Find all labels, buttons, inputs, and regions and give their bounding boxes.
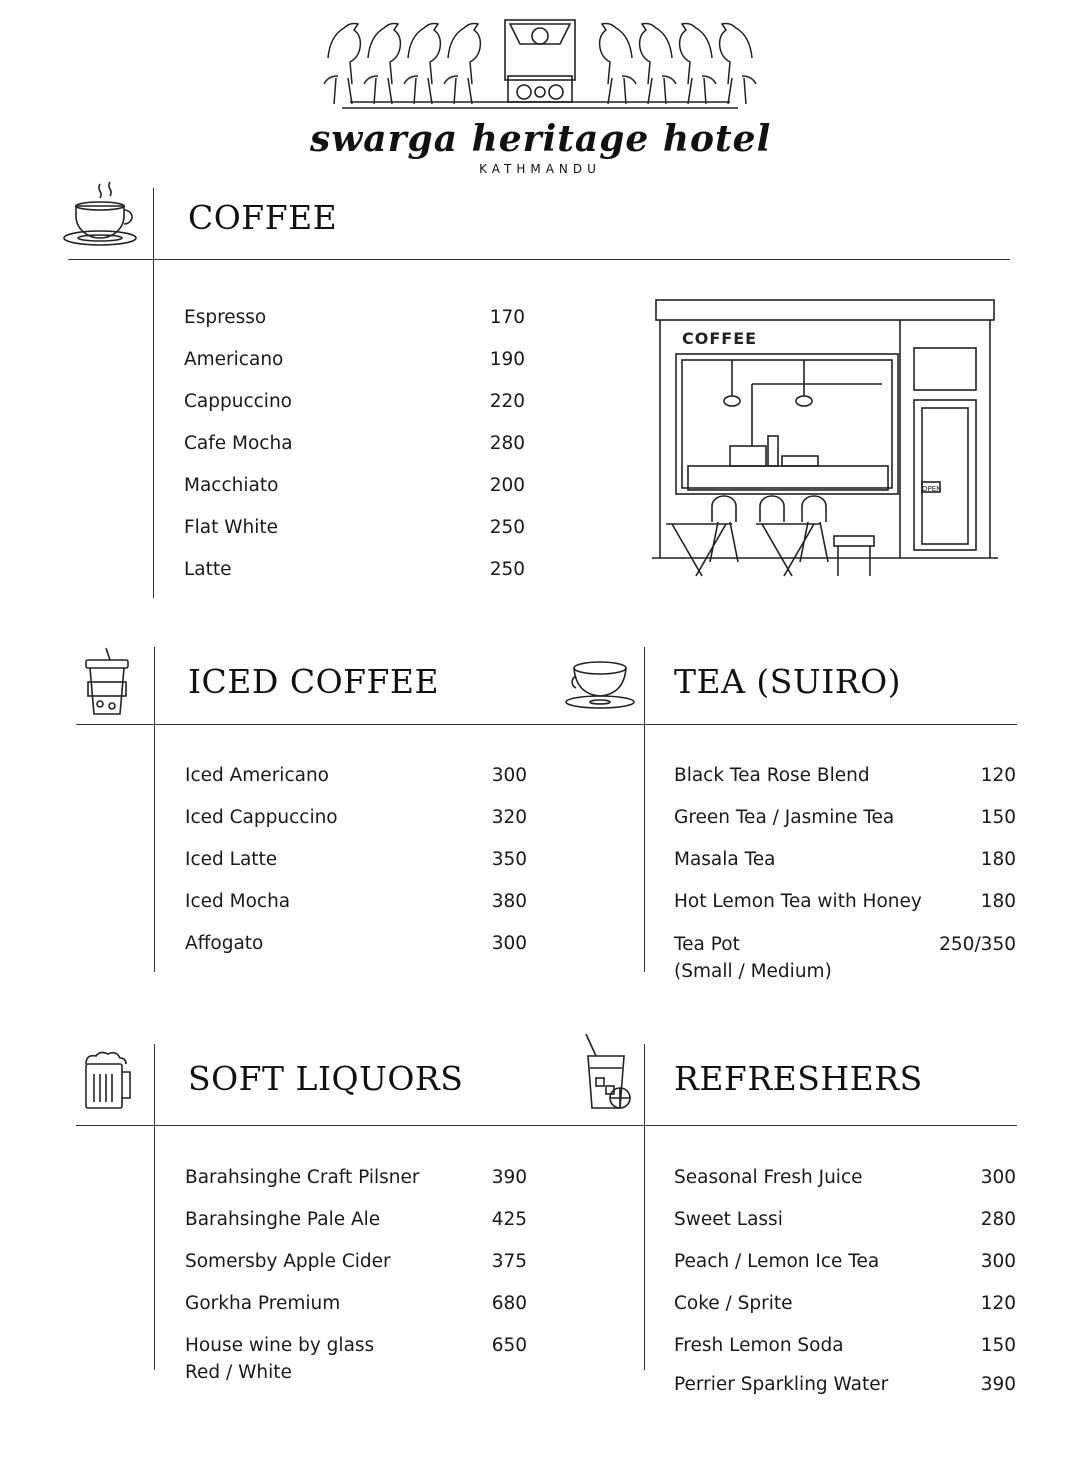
menu-item-name: Somersby Apple Cider	[185, 1251, 391, 1272]
menu-item-name: Green Tea / Jasmine Tea	[674, 807, 895, 828]
menu-item-name: Sweet Lassi	[674, 1209, 783, 1230]
menu-item-name: House wine by glass	[185, 1335, 375, 1356]
menu-item-name: Iced Americano	[185, 765, 329, 786]
menu-item-price: 380	[491, 891, 527, 912]
menu-item-name: Perrier Sparkling Water	[674, 1374, 889, 1395]
menu-item-name: Masala Tea	[674, 849, 776, 870]
menu-item-price: 220	[489, 391, 525, 412]
menu-item-price: 390	[980, 1374, 1016, 1395]
menu-item-name: Iced Mocha	[185, 891, 291, 912]
menu-item-subtitle: Red / White	[185, 1362, 292, 1383]
menu-item-name: Hot Lemon Tea with Honey	[674, 891, 922, 912]
iced-coffee-cup-icon	[82, 648, 132, 718]
coffee-shop-illustration	[652, 296, 998, 596]
menu-item-price: 120	[980, 1293, 1016, 1314]
shop-sign-text: COFFEE	[682, 329, 758, 348]
menu-item-price: 250	[489, 559, 525, 580]
menu-item-name: Fresh Lemon Soda	[674, 1335, 844, 1356]
menu-item-name: Macchiato	[184, 475, 279, 496]
menu-item-price: 680	[491, 1293, 527, 1314]
menu-item-name: Cafe Mocha	[184, 433, 293, 454]
menu-item-price: 200	[489, 475, 525, 496]
menu-item-price: 280	[980, 1209, 1016, 1230]
menu-item-price: 150	[980, 1335, 1016, 1356]
menu-item-price: 180	[980, 849, 1016, 870]
menu-item-name: Affogato	[185, 933, 264, 954]
menu-item-price: 350	[491, 849, 527, 870]
menu-item-price: 250/350	[939, 934, 1016, 955]
menu-item-price: 390	[491, 1167, 527, 1188]
menu-item-price: 250	[489, 517, 525, 538]
tea-cup-icon	[562, 654, 638, 714]
menu-item-name: Latte	[184, 559, 232, 580]
menu-item-price: 170	[489, 307, 525, 328]
door-sign-text: OPEN	[922, 485, 942, 493]
menu-item-price: 150	[980, 807, 1016, 828]
menu-item-price: 300	[491, 933, 527, 954]
menu-item-name: Iced Latte	[185, 849, 278, 870]
menu-item-price: 180	[980, 891, 1016, 912]
hotel-logo-horses-chariot	[320, 14, 760, 114]
menu-item-price: 375	[491, 1251, 527, 1272]
menu-item-name: Tea Pot	[674, 934, 740, 955]
menu-item-name: Coke / Sprite	[674, 1293, 793, 1314]
menu-item-name: Espresso	[184, 307, 267, 328]
section-title-coffee: COFFEE	[188, 198, 338, 237]
hotel-city: KATHMANDU	[479, 162, 601, 176]
menu-item-price: 425	[491, 1209, 527, 1230]
menu-item-name: Flat White	[184, 517, 279, 538]
section-title-refreshers: REFRESHERS	[674, 1059, 923, 1098]
menu-item-price: 300	[491, 765, 527, 786]
section-title-iced-coffee: ICED COFFEE	[188, 662, 440, 701]
menu-item-price: 300	[980, 1251, 1016, 1272]
section-title-soft-liquors: SOFT LIQUORS	[188, 1059, 464, 1098]
juice-glass-icon	[580, 1032, 636, 1114]
menu-item-name: Iced Cappuccino	[185, 807, 338, 828]
menu-item-name: Cappuccino	[184, 391, 292, 412]
menu-item-price: 120	[980, 765, 1016, 786]
hotel-name: swarga heritage hotel	[310, 118, 772, 160]
menu-item-price: 300	[980, 1167, 1016, 1188]
menu-item-price: 650	[491, 1335, 527, 1356]
menu-item-name: Barahsinghe Craft Pilsner	[185, 1167, 420, 1188]
section-title-tea: TEA (SUIRO)	[674, 662, 902, 701]
coffee-cup-icon	[60, 180, 140, 250]
menu-item-price: 320	[491, 807, 527, 828]
menu-item-price: 280	[489, 433, 525, 454]
menu-item-name: Peach / Lemon Ice Tea	[674, 1251, 880, 1272]
menu-item-subtitle: (Small / Medium)	[674, 961, 832, 982]
menu-item-name: Americano	[184, 349, 284, 370]
menu-item-name: Seasonal Fresh Juice	[674, 1167, 863, 1188]
menu-item-name: Gorkha Premium	[185, 1293, 341, 1314]
menu-item-price: 190	[489, 349, 525, 370]
menu-item-name: Barahsinghe Pale Ale	[185, 1209, 381, 1230]
menu-item-name: Black Tea Rose Blend	[674, 765, 870, 786]
beer-mug-icon	[80, 1050, 136, 1114]
